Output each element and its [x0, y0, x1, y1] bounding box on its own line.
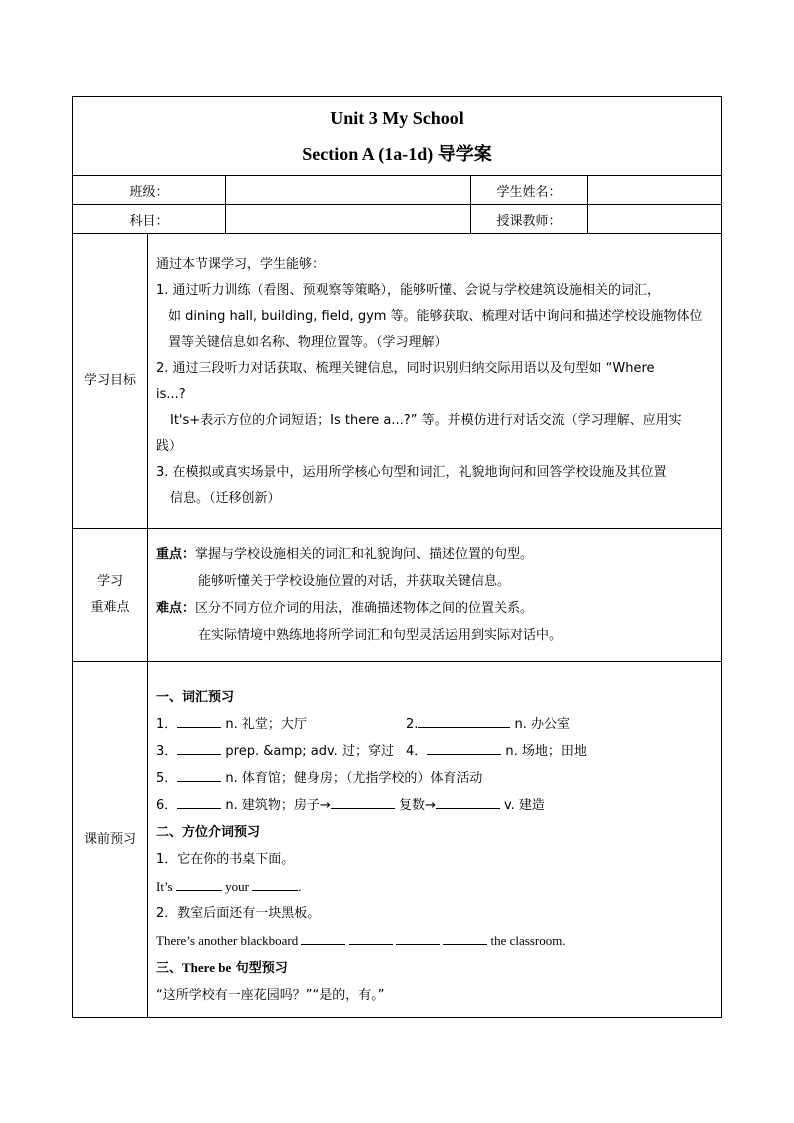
sentence-2-blank-4[interactable]	[443, 930, 487, 945]
there-be-prompt: “这所学校有一座花园吗？”“是的，有。”	[156, 988, 385, 1003]
sentence-1-english	[156, 873, 713, 900]
subject-field[interactable]	[226, 205, 471, 234]
sentence-2-blank-3[interactable]	[396, 930, 440, 945]
difficult-point-2: 在实际情境中熟练地将所学词汇和句型灵活运用到实际对话中。	[198, 628, 563, 643]
subject-label: 科目：	[73, 205, 226, 234]
goal-1-line-3: 置等关键信息如名称、物理位置等。（学习理解）	[168, 335, 448, 350]
vocab-5-number: 5．	[156, 771, 178, 786]
there-be-section-heading	[156, 954, 713, 982]
goal-2-line-2: is...?	[156, 387, 186, 402]
student-name-field[interactable]	[588, 176, 722, 205]
vocab-row-4	[156, 792, 713, 819]
goals-label: 学习目标	[73, 234, 148, 529]
vocab-2-blank[interactable]	[418, 713, 510, 728]
class-field[interactable]	[226, 176, 471, 205]
vocab-1-blank[interactable]	[177, 713, 221, 728]
vocab-5-meaning: n. 体育馆；健身房；（尤指学校的）体育活动	[221, 771, 483, 786]
vocab-6-noun-blank[interactable]	[331, 794, 395, 809]
difficult-points-label: 难点：	[156, 601, 196, 616]
vocab-5-blank[interactable]	[177, 767, 221, 782]
sentence-1-part-2: your	[221, 879, 253, 894]
vocab-3-blank[interactable]	[177, 740, 221, 755]
page-subtitle: Section A (1a-1d) 导学案	[302, 144, 492, 164]
vocab-section-heading: 一、词汇预习	[156, 690, 235, 705]
vocab-6-number: 6．	[156, 798, 178, 813]
teacher-label: 授课教师：	[471, 205, 588, 234]
vocab-2-meaning: n. 办公室	[510, 717, 571, 732]
vocab-4-number: 4．	[406, 744, 428, 759]
worksheet-table	[72, 96, 722, 1018]
preposition-section-heading: 二、方位介词预习	[156, 825, 261, 840]
vocab-6-verb-label: v. 建造	[499, 798, 545, 813]
there-be-heading-english: 三、There be	[156, 960, 232, 975]
sentence-1-blank-1[interactable]	[176, 876, 222, 891]
sentence-2-english	[156, 927, 713, 954]
preview-label: 课前预习	[73, 662, 148, 1018]
sentence-2-blank-1[interactable]	[301, 930, 345, 945]
goal-1-line-2: 如 dining hall, building, field, gym 等。能够获取、梳理对话中询问和描述学校设施物体位	[168, 309, 703, 324]
key-point-2: 能够听懂关于学校设施位置的对话，并获取关键信息。	[198, 574, 511, 589]
sentence-2-part-2: the classroom.	[487, 933, 566, 948]
sentence-1-blank-2[interactable]	[252, 876, 298, 891]
vocab-6-blank[interactable]	[177, 794, 221, 809]
focus-content	[148, 529, 722, 662]
sentence-1-part-1: It’s	[156, 879, 176, 894]
vocab-4-meaning: n. 场地；田地	[501, 744, 587, 759]
focus-label-line-2: 重难点	[90, 600, 130, 615]
goal-3-line-1: 3. 在模拟或真实场景中，运用所学核心句型和词汇，礼貌地询问和回答学校设施及其位置	[156, 465, 667, 480]
goal-1-line-1: 1. 通过听力训练（看图、预观察等策略），能够听懂、会说与学校建筑设施相关的词汇，	[156, 283, 661, 298]
sentence-1-chinese: 1．它在你的书桌下面。	[156, 852, 295, 867]
vocab-row-1	[156, 711, 713, 738]
goal-2-line-1: 2. 通过三段听力对话获取、梳理关键信息，同时识别归纳交际用语以及句型如 “Where	[156, 361, 655, 376]
vocab-4-blank[interactable]	[427, 740, 501, 755]
vocab-3-number: 3．	[156, 744, 178, 759]
sentence-1-part-3: .	[298, 879, 302, 894]
title-cell	[73, 97, 722, 176]
vocab-row-3	[156, 765, 713, 792]
sentence-2-chinese: 2．教室后面还有一块黑板。	[156, 906, 321, 921]
sentence-2-blank-2[interactable]	[349, 930, 393, 945]
goals-intro: 通过本节课学习，学生能够：	[156, 257, 326, 272]
class-label: 班级：	[73, 176, 226, 205]
there-be-heading-chinese: 句型预习	[231, 961, 288, 976]
key-point-1: 掌握与学校设施相关的词汇和礼貌询问、描述位置的句型。	[195, 547, 534, 562]
goals-content	[148, 234, 722, 529]
focus-label-line-1: 学习	[96, 574, 123, 589]
difficult-point-1: 区分不同方位介词的用法，准确描述物体之间的位置关系。	[195, 601, 534, 616]
student-name-label: 学生姓名：	[471, 176, 588, 205]
sentence-2-part-1: There’s another blackboard	[156, 933, 302, 948]
goal-3-line-2: 信息。（迁移创新）	[170, 491, 281, 506]
vocab-2-number: 2.	[406, 717, 419, 732]
page-title: Unit 3 My School	[330, 108, 464, 128]
preview-content	[148, 662, 722, 1018]
vocab-6-meaning: n. 建筑物；房子→	[221, 798, 331, 813]
vocab-1-meaning: n. 礼堂；大厅	[221, 717, 307, 732]
vocab-6-plural-blank[interactable]	[436, 794, 500, 809]
teacher-field[interactable]	[588, 205, 722, 234]
vocab-6-plural-label: 复数→	[394, 798, 436, 813]
focus-label	[73, 529, 148, 662]
vocab-3-meaning: prep. &amp; adv. 过；穿过	[221, 744, 394, 759]
goal-2-line-3: It's+表示方位的介词短语；Is there a...?” 等。并模仿进行对话交流（学习理解、应用实	[170, 413, 682, 428]
goal-2-line-4: 践）	[156, 439, 183, 454]
key-points-label: 重点：	[156, 547, 196, 562]
vocab-row-2	[156, 738, 713, 765]
vocab-1-number: 1．	[156, 717, 178, 732]
